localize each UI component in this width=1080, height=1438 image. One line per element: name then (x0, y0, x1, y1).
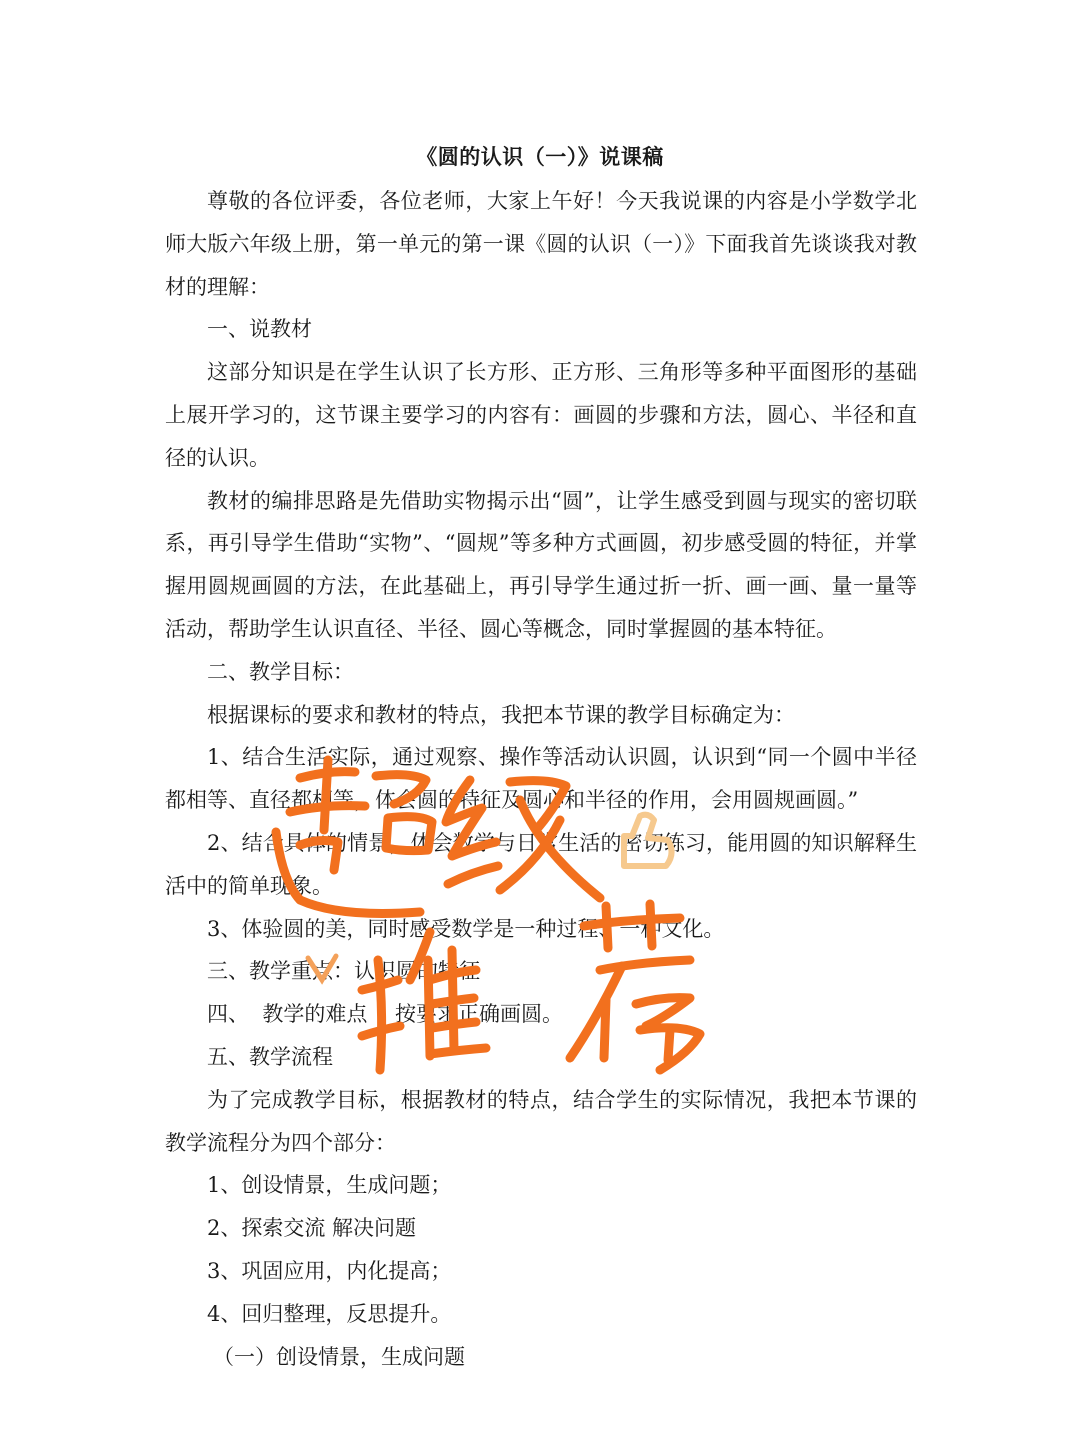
goal-item-1: 1、结合生活实际，通过观察、操作等活动认识圆，认识到“同一个圆中半径都相等、直径都相等，体会圆的特征及圆心和半径的作用，会用圆规画圆。” (165, 745, 917, 813)
section-heading-key-point: 三、教学重点：认识圆的特征 (207, 959, 480, 984)
section-heading-goals: 二、教学目标： (207, 659, 354, 684)
document-body (165, 180, 917, 1378)
flow-step-4: 4、回归整理，反思提升。 (207, 1301, 452, 1326)
intro-paragraph: 尊敬的各位评委，各位老师，大家上午好！今天我说课的内容是小学数学北师大版六年级上册，第一单元的第一课《圆的认识（一）》下面我首先谈谈我对教材的理解： (165, 189, 917, 299)
flow-step-3: 3、巩固应用，内化提高； (207, 1258, 452, 1283)
section-heading-difficulty: 四、 教学的难点 ：按要求正确画圆。 (207, 1002, 564, 1027)
document-title: 《圆的认识（一）》说课稿 (416, 144, 664, 169)
goals-intro: 根据课标的要求和教材的特点，我把本节课的教学目标确定为： (207, 702, 795, 727)
section-heading-textbook: 一、说教材 (207, 317, 312, 342)
flow-intro: 为了完成教学目标，根据教材的特点，结合学生的实际情况，我把本节课的教学流程分为四个部分： (165, 1087, 917, 1155)
goal-item-2: 2、结合具体的情景，体会数学与日常生活的密切练习，能用圆的知识解释生活中的简单现象。 (165, 830, 917, 898)
subsection-heading-1: （一）创设情景，生成问题 (213, 1344, 465, 1369)
section-heading-flow: 五、教学流程 (207, 1044, 333, 1069)
textbook-paragraph-2: 教材的编排思路是先借助实物揭示出“圆”，让学生感受到圆与现实的密切联系，再引导学生借助“实物”、“圆规”等多种方式画圆，初步感受圆的特征，并掌握用圆规画圆的方法，在此基础上，再引导学生通过折一折、画一画、量一量等活动，帮助学生认识直径、半径、圆心等概念，同时掌握圆的基本特征。 (165, 488, 917, 641)
flow-step-2: 2、探索交流 解决问题 (207, 1216, 417, 1241)
textbook-paragraph-1: 这部分知识是在学生认识了长方形、正方形、三角形等多种平面图形的基础上展开学习的，这节课主要学习的内容有：画圆的步骤和方法，圆心、半径和直径的认识。 (165, 360, 917, 470)
flow-step-1: 1、创设情景，生成问题； (207, 1173, 452, 1198)
goal-item-3: 3、体验圆的美，同时感受数学是一种过程、一种文化。 (207, 916, 725, 941)
